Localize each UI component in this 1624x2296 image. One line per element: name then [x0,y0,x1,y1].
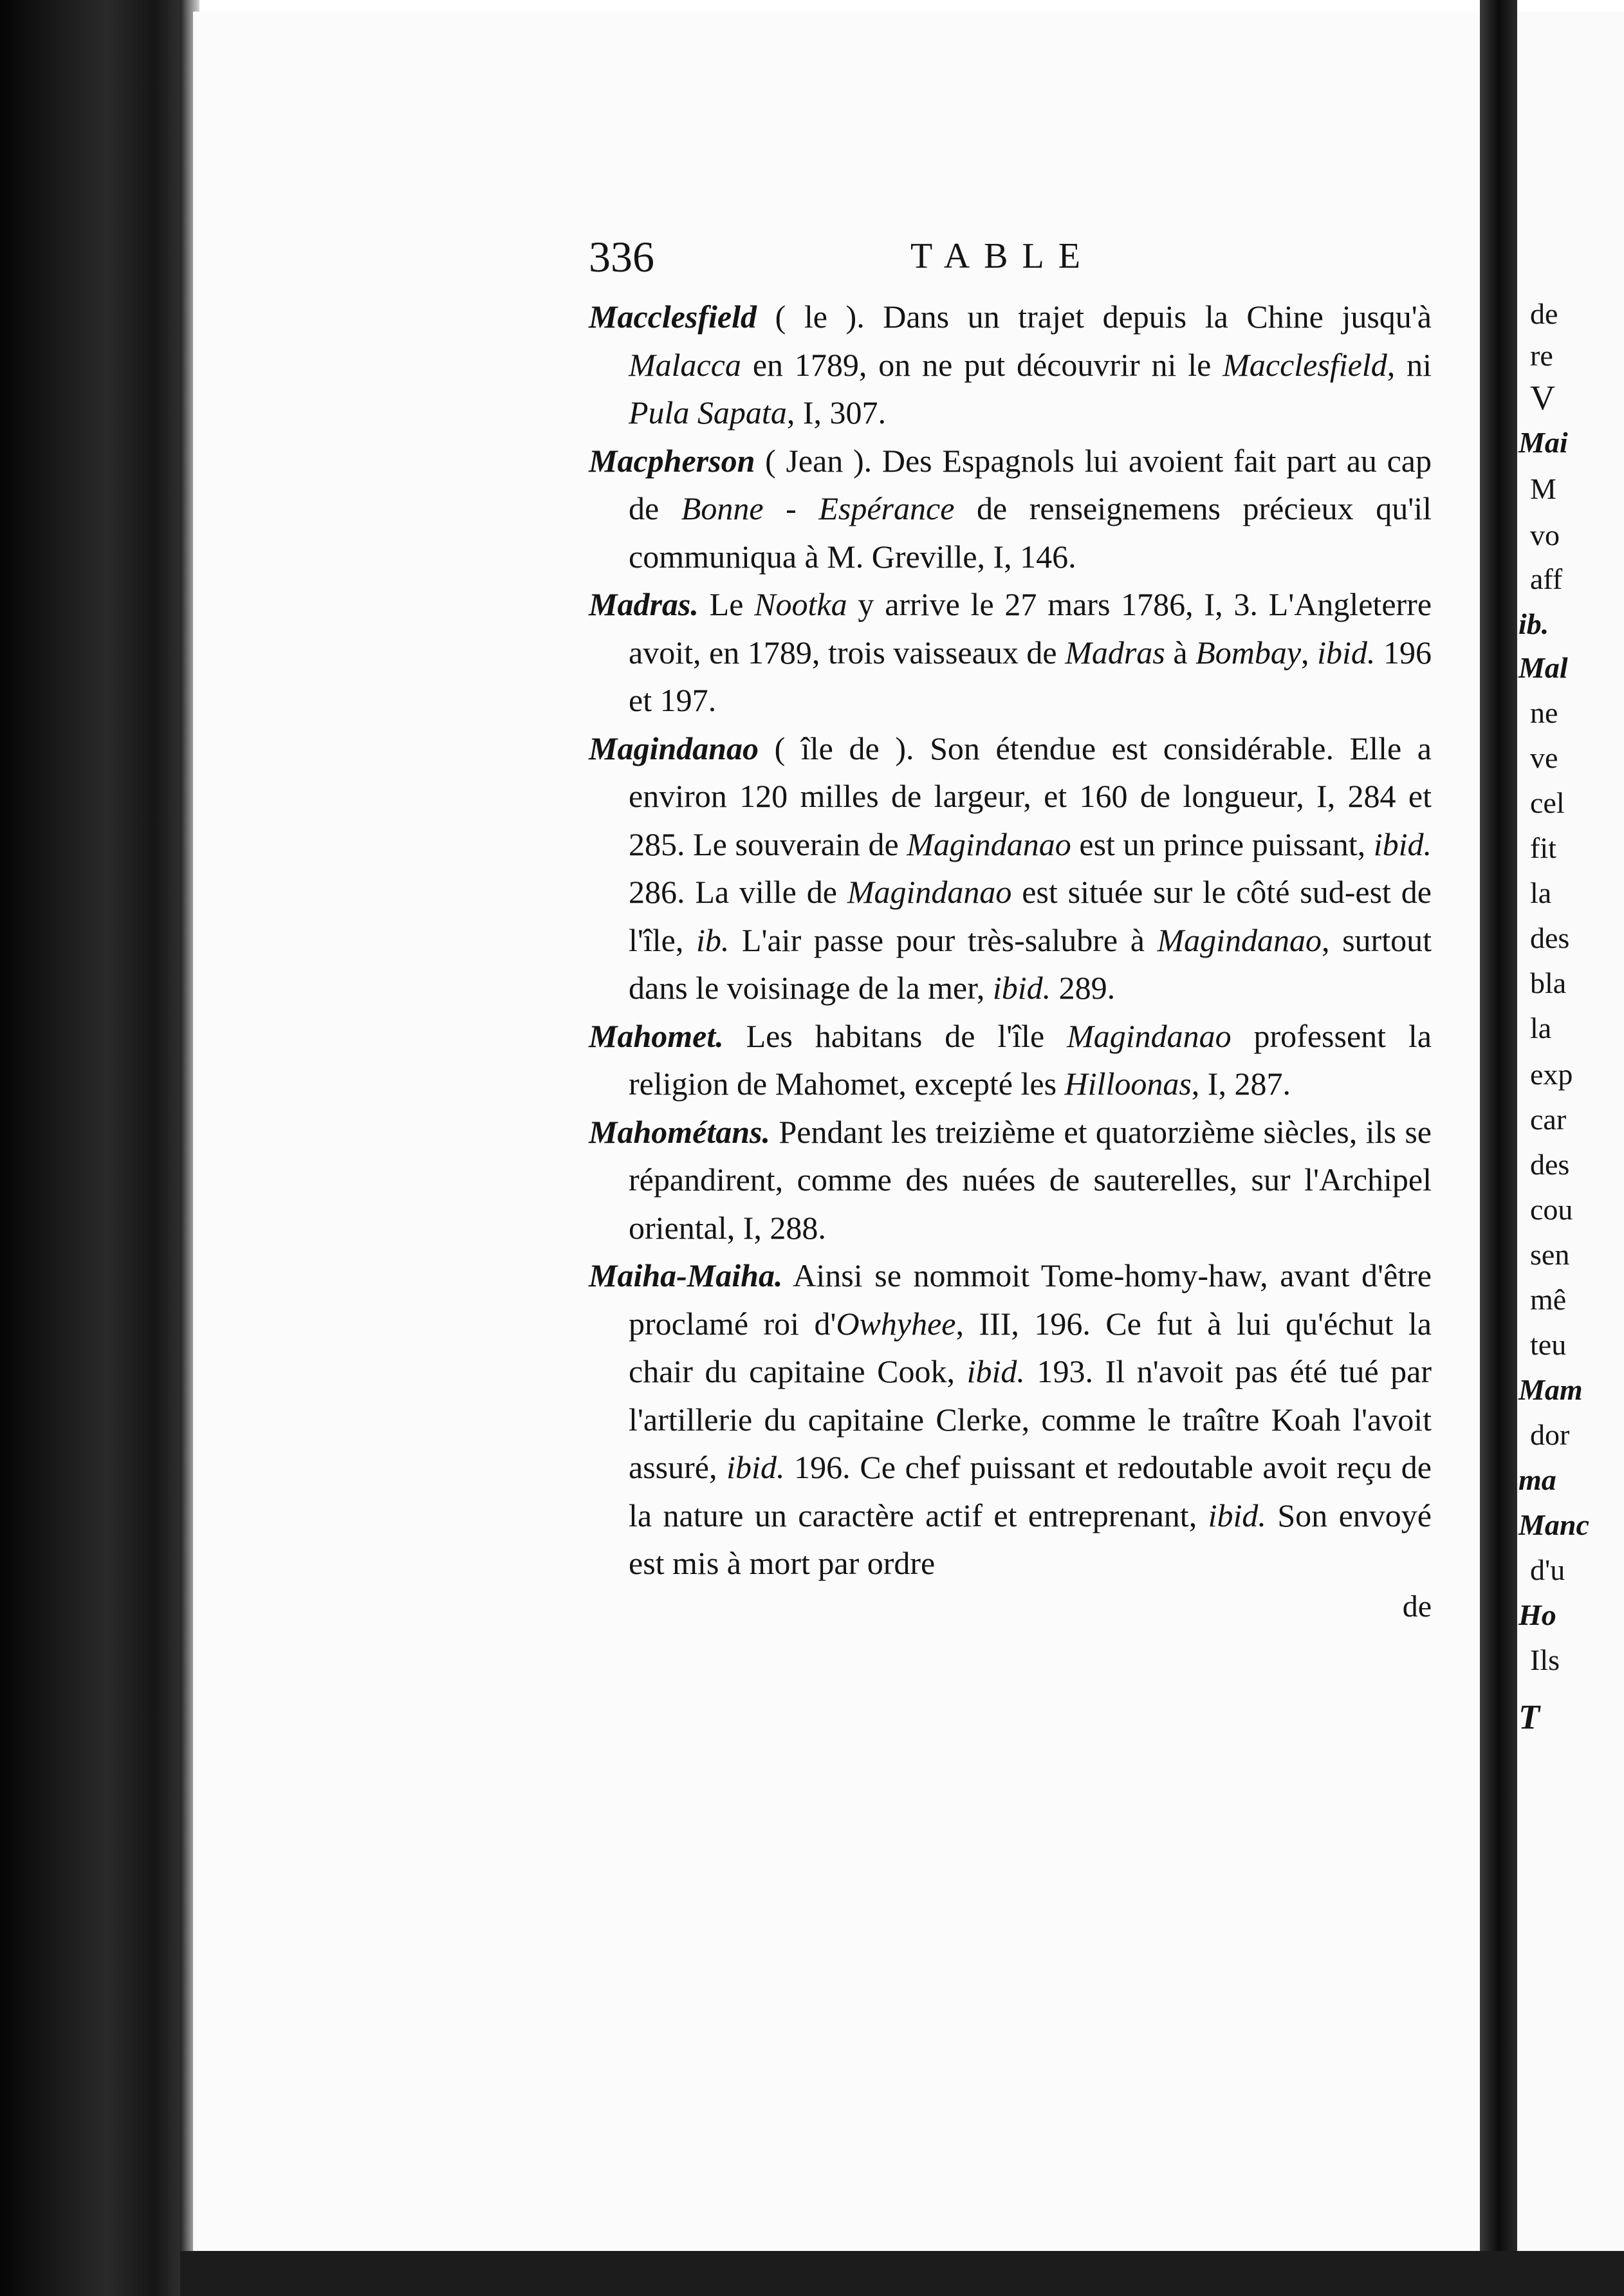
italic-reference: Bombay [1195,634,1302,671]
right-page-line: Ils [1530,1643,1560,1676]
entry-text: ( île de ). Son étendue est considérable. Elle a environ 120 milles de largeur, et 160 de longueur, I, 284 et 285. Le souverain de [629,730,1432,862]
italic-reference: ibid. [992,970,1051,1006]
entry-text: , I, 307. [786,394,886,430]
entry-text: , ni [1387,346,1432,383]
italic-reference: Macclesfield [1223,346,1387,383]
right-page-line: V [1530,378,1555,417]
index-entry [589,1108,1432,1252]
entry-headword: Maiha-Maiha. [589,1257,783,1293]
entry-text: y arrive le 27 mars 1786, I, 3. L'Angleterre avoit, en 1789, trois vaisseaux de [629,586,1432,671]
entry-text: 286. La ville de [629,874,847,910]
entry-text: , surtout dans le voisinage de la mer, [629,921,1432,1006]
right-page-line: Manc [1518,1508,1589,1541]
right-page-line: teu [1530,1328,1567,1361]
right-page-line: Mai [1518,426,1568,459]
right-page-line: dor [1530,1418,1570,1451]
entry-text: Le [698,586,755,622]
entry-text: Les habitans de l'île [723,1017,1067,1054]
entry-text: en 1789, on ne put découvrir ni le [741,346,1223,383]
entry-text: est un prince puissant, [1071,826,1374,862]
entry-text: ( Jean ). Des Espagnols lui avoient fait part au cap de [629,442,1432,526]
entry-text: 196 et 197. [629,634,1432,718]
italic-reference: Bonne - Espérance [681,490,955,526]
entry-text: Son envoyé est mis à mort par ordre [629,1497,1432,1581]
right-page-line: de [1530,297,1558,330]
right-page-line: aff [1530,562,1563,595]
right-page-line: sen [1530,1238,1570,1271]
entry-headword: Mahométans. [589,1113,771,1150]
entry-text: 289. [1051,970,1116,1006]
entry-text: professent la religion de Mahomet, excepté les [629,1017,1432,1102]
italic-reference: Malacca [629,346,741,383]
right-page-line: ve [1530,741,1558,774]
italic-reference: ibid. [1317,634,1376,671]
italic-reference: Pula Sapata [629,394,787,430]
italic-reference: Magindanao [1157,921,1322,958]
index-entry [589,293,1432,437]
italic-reference: Owhyhee [836,1305,956,1342]
right-page-line: des [1530,1148,1570,1181]
entry-text: Ainsi se nommoit Tome-homy-haw, avant d'être proclamé roi d' [629,1257,1432,1342]
italic-reference: ib. [696,921,730,958]
italic-reference: Magindanao [907,826,1071,862]
italic-reference: Nootka [754,586,847,622]
right-page-line: la [1530,1012,1552,1044]
right-page-line: Mal [1518,651,1568,684]
right-page-line: Ho [1518,1598,1556,1631]
right-page-line: bla [1530,967,1567,999]
right-page-line: la [1530,876,1552,909]
right-page-line: cou [1530,1193,1573,1226]
italic-reference: ibid. [1373,826,1432,862]
italic-reference: Magindanao [1067,1017,1232,1054]
scan-bottom-border [180,2251,1624,2296]
right-page-line: d'u [1530,1553,1565,1586]
entry-text: , I, 287. [1191,1066,1291,1102]
right-page-line: car [1530,1103,1567,1136]
italic-reference: Madras [1065,634,1165,671]
index-entry [589,725,1432,1012]
italic-reference: Hilloonas [1064,1066,1192,1102]
entry-text: 196. Ce chef puissant et redoutable avoit reçu de la nature un caractère actif et entreprenant, [629,1449,1432,1533]
right-page-fragment [1517,12,1624,2251]
right-page-line: ne [1530,696,1558,729]
page-header [589,232,1432,290]
right-page-line: des [1530,921,1570,954]
entry-text: de renseignemens précieux qu'il communiqua à M. Greville, I, 146. [629,490,1432,575]
italic-reference: Magindanao [847,874,1012,910]
right-page-line: mê [1530,1283,1567,1316]
entry-text: à [1165,634,1196,671]
right-page-line: vo [1530,519,1560,551]
entry-text: , [1301,634,1318,671]
index-entries [589,293,1432,1626]
entry-headword: Macclesfield [589,299,757,335]
entry-headword: Madras. [589,586,699,622]
page-number: 336 [589,232,654,281]
entry-text: , III, 196. Ce fut à lui qu'échut la chair du capitaine Cook, [629,1305,1432,1389]
right-page-line: M [1530,472,1556,505]
right-page-line: Mam [1518,1373,1583,1406]
entry-text: ( le ). Dans un trajet depuis la Chine jusqu'à [757,299,1432,335]
index-entry [589,1012,1432,1108]
book-spine [0,0,193,2296]
book-gutter [1480,0,1517,2296]
entry-text: est située sur le côté sud-est de l'île, [629,874,1432,958]
right-page-line: re [1530,339,1553,372]
entry-text: 193. Il n'avoit pas été tué par l'artillerie du capitaine Clerke, comme le traître Koah l'avoit assuré, [629,1353,1432,1485]
italic-reference: ibid. [1208,1497,1266,1533]
right-page-line: ib. [1518,607,1549,640]
italic-reference: ibid. [726,1449,785,1485]
index-entry [589,580,1432,725]
entry-headword: Magindanao [589,730,759,766]
right-page-line: fit [1530,831,1556,864]
right-page-line: T [1518,1698,1540,1736]
entry-headword: Macpherson [589,442,755,479]
running-title: TABLE [910,236,1094,276]
index-entry [589,437,1432,581]
italic-reference: ibid. [966,1353,1025,1389]
right-page-line: cel [1530,786,1565,819]
right-page-line: exp [1530,1058,1573,1091]
index-entry [589,1252,1432,1588]
entry-text: Pendant les treizième et quatorzième siècles, ils se répandirent, comme des nuées de sauterelles, sur l'Archipel oriental, I, 288. [629,1113,1432,1246]
catchword: de [1402,1589,1432,1624]
right-page-line: ma [1518,1463,1556,1496]
entry-text: L'air passe pour très-salubre à [729,921,1158,958]
entry-headword: Mahomet. [589,1017,724,1054]
